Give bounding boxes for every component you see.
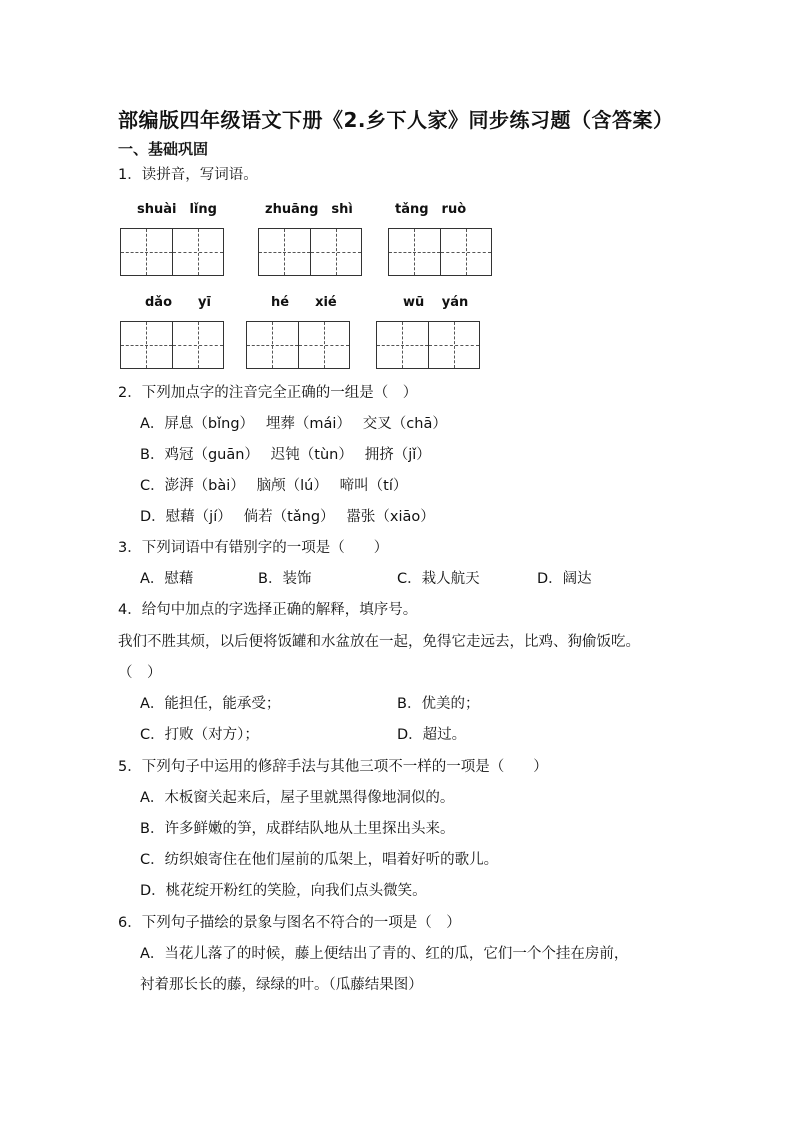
question-4-sentence: 我们不胜其烦，以后便将饭罐和水盆放在一起，免得它走远去，比鸡、狗偷饭吃。 <box>118 634 640 650</box>
question-5-option-c[interactable]: C．纺织娘寄住在他们屋前的瓜架上，唱着好听的歌儿。 <box>140 852 499 868</box>
pinyin-label: tǎng ruò <box>395 202 467 217</box>
question-3-stem: 3．下列词语中有错别字的一项是（ ） <box>118 540 389 556</box>
question-4-stem: 4．给句中加点的字选择正确的解释，填序号。 <box>118 602 418 618</box>
pinyin-label: shuài lǐng <box>137 202 217 217</box>
question-3-option-c[interactable]: C．栽人航天 <box>397 571 480 587</box>
question-5-option-b[interactable]: B．许多鲜嫩的笋，成群结队地从土里探出头来。 <box>140 821 455 837</box>
question-4-option-d[interactable]: D．超过。 <box>397 727 467 743</box>
answer-blank[interactable]: （ ） <box>118 665 162 681</box>
writing-box[interactable] <box>120 321 224 369</box>
question-2-stem: 2．下列加点字的注音完全正确的一组是（ ） <box>118 385 418 401</box>
writing-box[interactable] <box>258 228 362 276</box>
pinyin-label: dǎo yī <box>145 295 211 310</box>
question-6-stem: 6．下列句子描绘的景象与图名不符合的一项是（ ） <box>118 915 461 931</box>
writing-box[interactable] <box>376 321 480 369</box>
question-5-stem: 5．下列句子中运用的修辞手法与其他三项不一样的一项是（ ） <box>118 759 548 775</box>
question-5-option-a[interactable]: A．木板窗关起来后，屋子里就黑得像地洞似的。 <box>140 790 455 806</box>
question-3-option-b[interactable]: B．装饰 <box>258 571 312 587</box>
pinyin-label: wū yán <box>403 295 469 310</box>
question-4-option-c[interactable]: C．打败（对方）； <box>140 727 259 743</box>
pinyin-label: hé xié <box>271 295 337 310</box>
writing-box[interactable] <box>120 228 224 276</box>
question-3-option-a[interactable]: A．慰藉 <box>140 571 194 587</box>
question-3-option-d[interactable]: D．阔达 <box>537 571 592 587</box>
question-2-option-b[interactable]: B．鸡冠（guān） 迟钝（tùn） 拥挤（jǐ） <box>140 447 431 463</box>
question-4-option-b[interactable]: B．优美的； <box>397 696 480 712</box>
writing-box[interactable] <box>246 321 350 369</box>
question-6-option-a-continued: 衬着那长长的藤，绿绿的叶。（瓜藤结果图） <box>140 977 423 993</box>
question-6-option-a[interactable]: A．当花儿落了的时候，藤上便结出了青的、红的瓜，它们一个个挂在房前， <box>140 946 629 962</box>
writing-box[interactable] <box>388 228 492 276</box>
section-heading: 一、基础巩固 <box>118 140 209 158</box>
question-2-option-c[interactable]: C．澎湃（bài） 脑颅（lú） 啼叫（tí） <box>140 478 408 494</box>
question-2-option-a[interactable]: A．屏息（bǐng） 埋葬（mái） 交叉（chā） <box>140 416 447 432</box>
question-1-stem: 1．读拼音，写词语。 <box>118 167 258 183</box>
question-2-option-d[interactable]: D．慰藉（jí） 倘若（tǎng） 嚣张（xiāo） <box>140 509 435 525</box>
question-5-option-d[interactable]: D．桃花绽开粉红的笑脸，向我们点头微笑。 <box>140 883 427 899</box>
question-4-option-a[interactable]: A．能担任，能承受； <box>140 696 281 712</box>
pinyin-label: zhuāng shì <box>265 202 353 217</box>
page-title: 部编版四年级语文下册《2.乡下人家》同步练习题（含答案） <box>118 108 674 132</box>
